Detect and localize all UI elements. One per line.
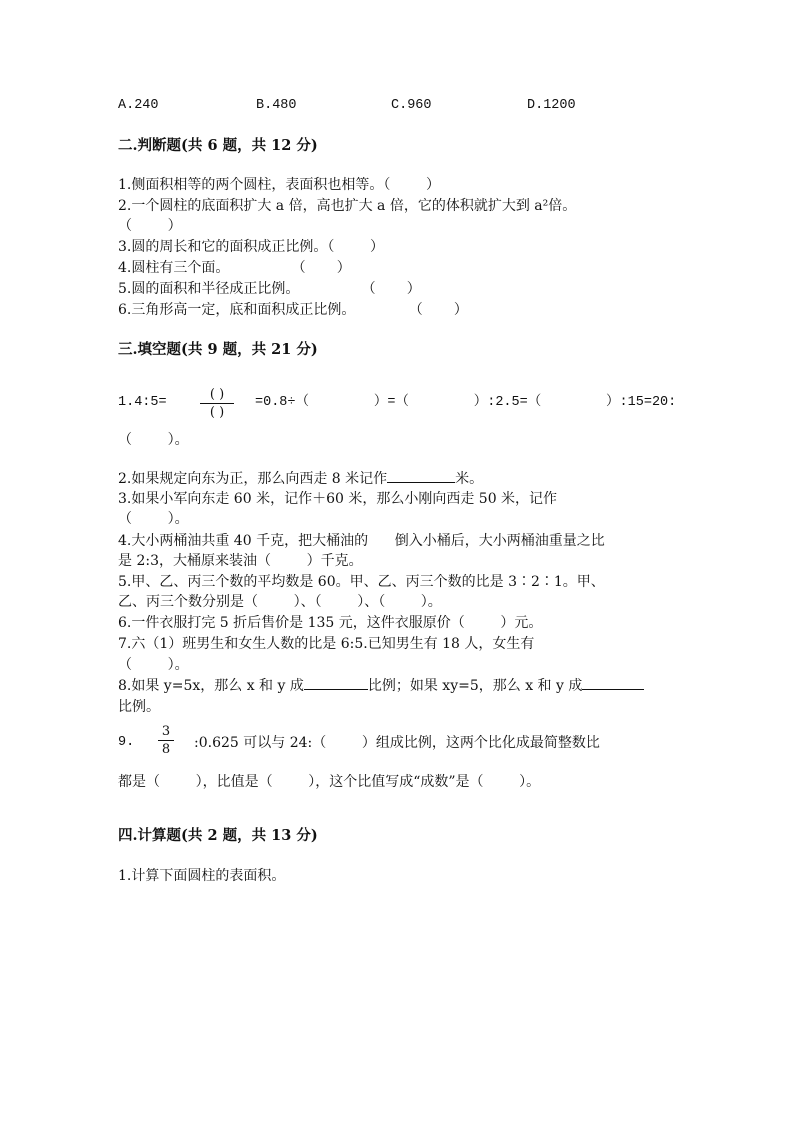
fill-q5: 5.甲、乙、丙三个数的平均数是 60。甲、乙、丙三个数的比是 3∶2∶1。甲、 [118, 574, 605, 590]
section3-heading: 三.填空题(共 9 题，共 21 分) [118, 341, 318, 358]
choice-c: C.960 [391, 98, 432, 113]
judge-item-5: 5.圆的面积和半径成正比例。 （ ） [118, 281, 421, 297]
fill-q9-rest: :0.625 可以与 24:（ ）组成比例，这两个比化成最简整数比 [194, 735, 600, 751]
judge-item-3: 3.圆的周长和它的面积成正比例。（ ） [118, 239, 384, 255]
choice-d: D.1200 [527, 98, 576, 113]
answer-blank [304, 688, 368, 690]
fill-q8 [118, 676, 644, 696]
fraction-denominator: 8 [158, 740, 174, 758]
fill-q9-line2: 都是（ ），比值是（ ），这个比值写成“成数”是（ ）。 [118, 774, 541, 790]
fill-q8-part2: 比例；如果 xy=5，那么 x 和 y 成 [367, 678, 583, 694]
fill-q1-rest: =0.8÷（ ）=（ ）:2.5=（ ）:15=20: [255, 395, 677, 410]
fill-q8-line2: 比例。 [118, 699, 160, 715]
fill-q2-text: 2.如果规定向东为正，那么向西走 8 米记作 [118, 471, 388, 487]
fill-q7-bracket: （ ）。 [118, 657, 189, 673]
fill-q5-line2: 乙、丙三个数分别是（ ）、（ ）、（ ）。 [118, 594, 442, 610]
fill-q7: 7.六（1）班男生和女生人数的比是 6:5.已知男生有 18 人，女生有 [118, 636, 535, 652]
fraction-denominator: ( ) [200, 403, 234, 421]
fill-q1-fraction [200, 386, 234, 421]
answer-blank [387, 481, 455, 483]
fill-q8-part1: 8.如果 y=5x，那么 x 和 y 成 [118, 678, 304, 694]
fill-q4-line2: 是 2:3，大桶原来装油（ ）千克。 [118, 553, 363, 569]
section2-heading: 二.判断题(共 6 题，共 12 分) [118, 137, 318, 154]
fraction-numerator: ( ) [209, 387, 225, 402]
fill-q2 [118, 469, 483, 489]
fill-q6: 6.一件衣服打完 5 折后售价是 135 元，这件衣服原价（ ）元。 [118, 615, 543, 631]
fill-q3-bracket: （ ）。 [118, 511, 189, 527]
fill-q9-fraction [158, 723, 174, 758]
calc-item-1: 1.计算下面圆柱的表面积。 [118, 868, 286, 884]
choice-a: A.240 [118, 98, 159, 113]
fill-q2-unit: 米。 [455, 471, 484, 487]
fill-q9-number: 9. [118, 735, 135, 750]
judge-item-6: 6.三角形高一定，底和面积成正比例。 （ ） [118, 302, 468, 318]
choice-b: B.480 [256, 98, 297, 113]
answer-blank [582, 688, 644, 690]
judge-item-4: 4.圆柱有三个面。 （ ） [118, 260, 351, 276]
fill-q1-number: 1.4:5= [118, 395, 167, 410]
fill-q1-line2: （ ）。 [118, 432, 189, 448]
fill-q3: 3.如果小军向东走 60 米，记作＋60 米，那么小刚向西走 50 米，记作 [118, 491, 558, 507]
section4-heading: 四.计算题(共 2 题，共 13 分) [118, 827, 318, 844]
judge-item-2: 2.一个圆柱的底面积扩大 a 倍，高也扩大 a 倍，它的体积就扩大到 a²倍。 [118, 198, 577, 214]
judge-item-1: 1.侧面积相等的两个圆柱，表面积也相等。（ ） [118, 177, 440, 193]
fill-q4: 4.大小两桶油共重 40 千克，把大桶油的 倒入小桶后，大小两桶油重量之比 [118, 533, 605, 549]
judge-item-2-bracket: （ ） [118, 218, 182, 234]
fraction-numerator: 3 [161, 724, 171, 739]
